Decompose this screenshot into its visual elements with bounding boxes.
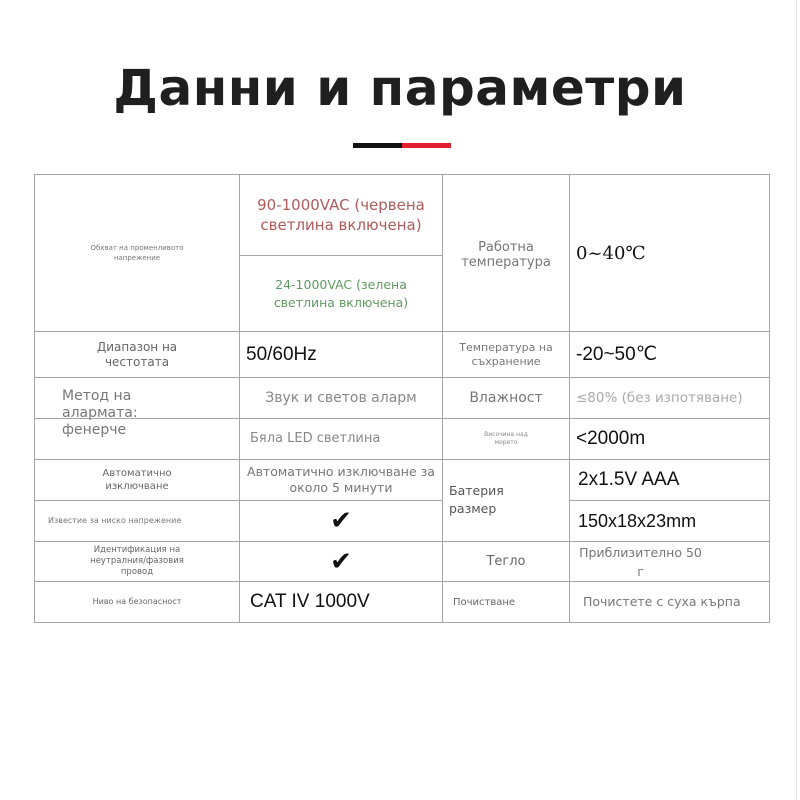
label-text: Тегло xyxy=(486,554,526,569)
label-low-voltage-notice xyxy=(34,500,240,542)
value-text: 50/60Hz xyxy=(246,343,317,365)
page-title: Данни и параметри xyxy=(113,59,687,117)
label-text: Диапазон на честотата xyxy=(96,339,178,369)
label-text: Температура на съхранение xyxy=(459,340,553,368)
label-operating-temperature xyxy=(442,174,570,332)
label-neutral-phase-id xyxy=(34,541,240,582)
label-text: Обхват на променливото напрежение xyxy=(90,244,184,262)
label-storage-temperature xyxy=(442,331,570,378)
value-text: Приблизително 50 г xyxy=(579,544,702,579)
label-safety-level xyxy=(34,581,240,623)
label-cleaning xyxy=(442,581,570,623)
value-ac-voltage-red xyxy=(239,174,443,256)
value-humidity xyxy=(569,377,770,419)
label-text: Батерия размер xyxy=(449,483,504,516)
value-weight xyxy=(569,541,770,582)
value-safety-level xyxy=(239,581,443,623)
value-text: Бяла LED светлина xyxy=(250,431,381,446)
label-battery-size xyxy=(449,482,519,518)
label-weight xyxy=(442,541,570,582)
value-text: -20~50℃ xyxy=(576,344,658,365)
label-text: Известие за ниско напрежение xyxy=(48,516,182,525)
value-text: Звук и светов аларм xyxy=(265,390,417,406)
value-frequency xyxy=(239,331,443,378)
label-text: Височина над морето xyxy=(484,431,528,446)
value-storage-temperature xyxy=(569,331,770,378)
value-text: CAT IV 1000V xyxy=(250,591,370,612)
value-altitude xyxy=(569,418,770,460)
label-text: Метод на алармата: фенерче xyxy=(62,388,138,438)
value-text: 24-1000VAC (зелена светлина включена) xyxy=(273,276,409,310)
value-low-voltage-notice xyxy=(239,500,443,542)
label-humidity xyxy=(442,377,570,419)
value-text: 0~40℃ xyxy=(576,242,646,264)
label-text: Автоматично изключване xyxy=(102,468,172,492)
value-operating-temperature xyxy=(569,174,770,332)
label-altitude xyxy=(442,418,570,460)
value-text: Автоматично изключване за около 5 минути xyxy=(247,464,435,495)
value-text: 2x1.5V AAA xyxy=(578,469,680,490)
value-text: 150x18x23mm xyxy=(578,510,697,531)
value-text: ≤80% (без изпотяване) xyxy=(576,390,743,406)
value-flashlight xyxy=(239,418,443,460)
label-auto-power-off xyxy=(34,459,240,501)
value-battery xyxy=(569,459,770,501)
value-text: <2000m xyxy=(576,428,646,449)
value-text: 90-1000VAC (червена светлина включена) xyxy=(257,196,425,234)
value-ac-voltage-green xyxy=(239,255,443,332)
value-dimensions xyxy=(569,500,770,542)
checkmark-icon: ✔ xyxy=(330,546,352,577)
value-cleaning xyxy=(569,581,770,623)
value-text: Почистете с суха кърпа xyxy=(583,594,741,609)
value-alarm-method xyxy=(239,377,443,419)
label-text: Почистване xyxy=(453,596,516,608)
label-frequency-range xyxy=(34,331,240,378)
value-auto-power-off xyxy=(239,459,443,501)
label-text: Работна температура xyxy=(461,240,551,270)
label-text: Влажност xyxy=(469,389,543,406)
label-text: Идентификация на неутралния/фазовия провод xyxy=(90,545,184,577)
label-ac-voltage-range xyxy=(34,174,240,332)
label-text: Ниво на безопасност xyxy=(92,597,182,606)
checkmark-icon: ✔ xyxy=(330,506,352,536)
label-alarm-method xyxy=(62,388,182,439)
value-neutral-phase-id xyxy=(239,541,443,582)
